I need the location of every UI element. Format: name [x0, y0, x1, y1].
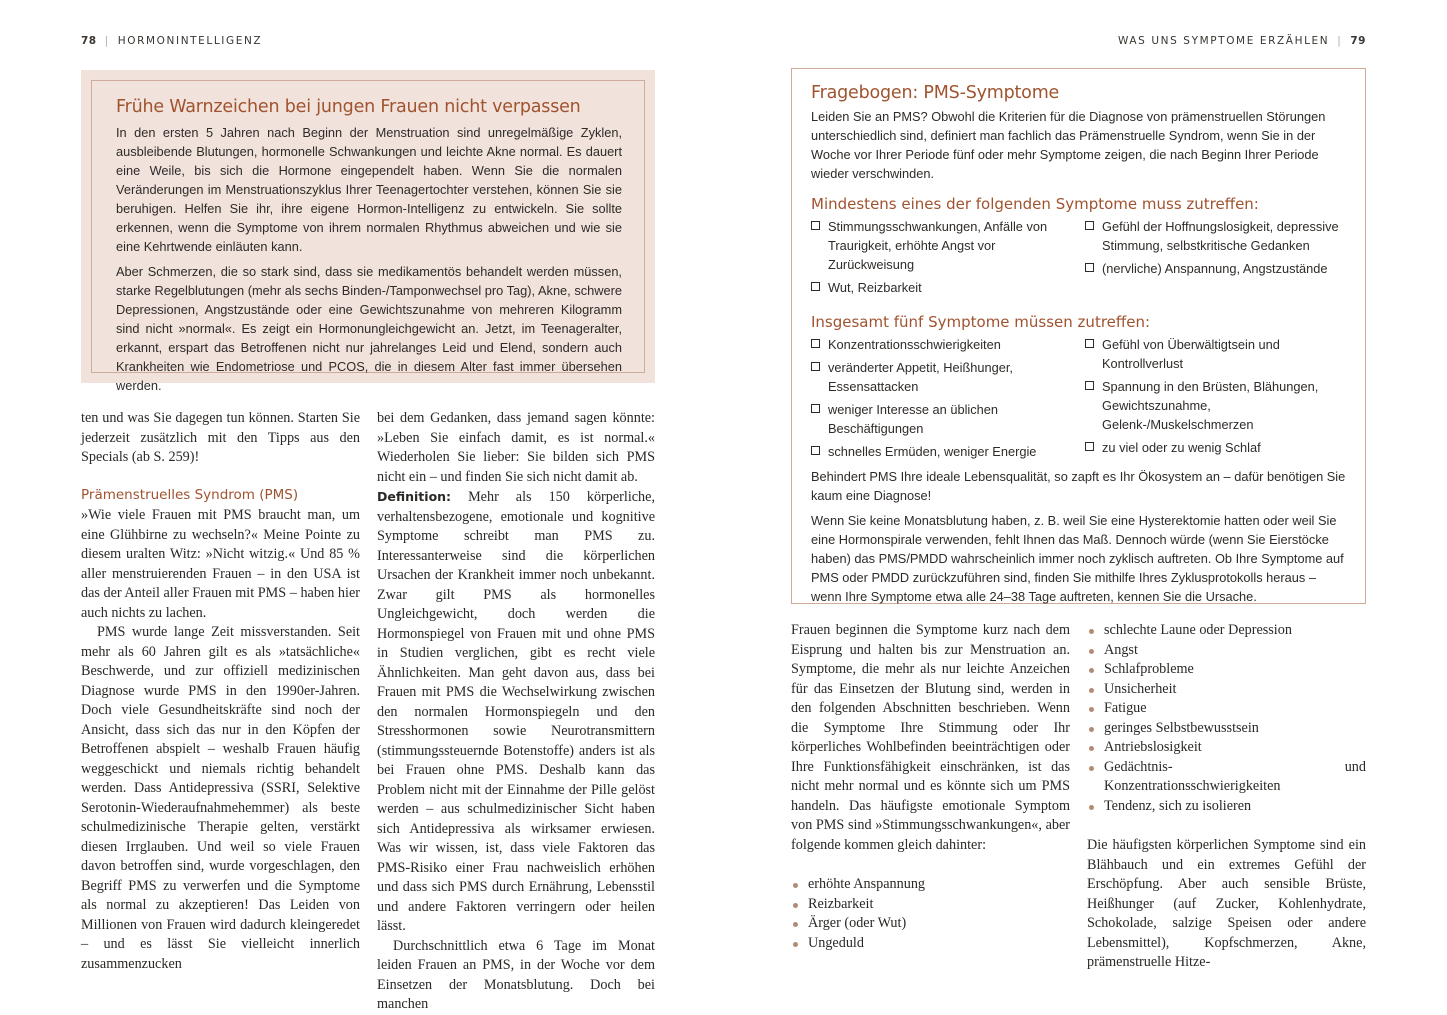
list-item: Ärger (oder Wut)	[791, 914, 1070, 934]
symptom-checkbox[interactable]: Stimmungsschwankungen, Anfälle von Traurigkeit, erhöhte Angst vor Zurückweisung	[811, 217, 1073, 274]
list-item: Ungeduld	[791, 934, 1070, 954]
bullet-icon	[1089, 688, 1094, 693]
bullet-icon	[1089, 707, 1094, 712]
left-column-1	[81, 409, 360, 974]
symptom-checkbox[interactable]: schnelles Ermüden, weniger Energie	[811, 442, 1073, 461]
no-bleeding-paragraph: Wenn Sie keine Monatsblutung haben, z. B. weil Sie eine Hysterektomie hatten oder weil Sie eine Hormonspirale verwenden, fehlt Ihnen das Maß. Dennoch würde (wenn Sie Eierstöcke haben) das PMS/PMDD wahrscheinlich immer noch zyklisch auftreten. Ob Ihre Symptome auf PMS oder PMDD zurückzuführen sind, finden Sie mithilfe Ihres Zyklusprotokolls heraus – wenn Ihre Symptome etwa alle 24–38 Tage auftreten, kennen Sie die Ursache.	[811, 513, 1344, 604]
symptom-checkbox[interactable]: (nervliche) Anspannung, Angstzustände	[1085, 259, 1347, 278]
list-item: Angst	[1087, 641, 1366, 661]
checkbox-group-2	[811, 335, 1347, 465]
symptom-checkbox[interactable]: weniger Interesse an üblichen Beschäftigungen	[811, 400, 1073, 438]
list-item: Gedächtnis- und Konzentrationsschwierigkeiten	[1087, 758, 1366, 797]
bullet-icon	[793, 883, 798, 888]
list-item: Unsicherheit	[1087, 680, 1366, 700]
emotional-symptom-list	[791, 875, 1070, 953]
warning-signs-paragraph-2: Aber Schmerzen, die so stark sind, dass sie medikamentös behandelt werden müssen, starke Regelblutungen (mehr als sechs Binden-/Tamponwechsel pro Tag), Akne, schwere Depressionen, Angstzustände oder eine Gewichtszunahme von mehreren Kilogramm sind nicht »normal«. Es zeigt ein Hormonungleichgewicht an. Jetzt, im Teenageralter, erkannt, erspart das Betroffenen nicht nur jahrelanges Leid und Elend, sondern auch Krankheiten wie Endometriose und PCOS, die in diesem Alter fast immer übersehen werden.	[116, 264, 622, 393]
list-item: Reizbarkeit	[791, 895, 1070, 915]
checkbox-group-1-right	[1085, 217, 1347, 301]
checkbox-icon[interactable]	[811, 404, 820, 413]
left-page-number: 78	[81, 35, 97, 47]
left-running-header: 78 | HORMONINTELLIGENZ	[81, 35, 263, 47]
list-item: schlechte Laune oder Depression	[1087, 621, 1366, 641]
right-running-header: WAS UNS SYMPTOME ERZÄHLEN | 79	[1117, 35, 1366, 47]
symptom-checkbox[interactable]: Spannung in den Brüsten, Blähungen, Gewichtszunahme, Gelenk-/Muskelschmerzen	[1085, 377, 1347, 434]
symptom-checkbox[interactable]: Konzentrationsschwierigkeiten	[811, 335, 1073, 354]
warning-signs-title: Frühe Warnzeichen bei jungen Frauen nicht verpassen	[116, 97, 581, 117]
right-page-number: 79	[1350, 35, 1366, 47]
pms-heading: Prämenstruelles Syndrom (PMS)	[81, 486, 299, 503]
symptom-checkbox[interactable]: Gefühl von Überwältigtsein und Kontrollverlust	[1085, 335, 1347, 373]
checkbox-icon[interactable]	[1085, 339, 1094, 348]
checkbox-icon[interactable]	[811, 221, 820, 230]
checkbox-group-2-left	[811, 335, 1073, 465]
emotional-symptom-list-continued	[1087, 621, 1366, 816]
bullet-icon	[793, 903, 798, 908]
continuation-paragraph: bei dem Gedanken, dass jemand sagen könnte: »Leben Sie einfach damit, es ist normal.« Wiederholen Sie lieber: Sie bilden sich PMS nicht ein – und finden Sie sich nicht damit ab.	[377, 410, 655, 485]
checkbox-group-1	[811, 217, 1347, 301]
history-paragraph: PMS wurde lange Zeit missverstanden. Seit mehr als 60 Jahren gilt es als »tatsächliche« Beschwerde, und zur offiziell medizinischen Diagnose wurde PMS in den 1990er-Jahren. Doch viele Gesundheitskräfte sind noch der Ansicht, dass sich das nur in den Köpfen der Betroffenen abspielt – weshalb Frauen häufig weggeschickt und niemals richtig behandelt werden. Dass Antidepressiva (SSRI, Selektive Serotonin-Wiederaufnahmehemmer) als beste schulmedizinische Therapie gelten, verstärkt diesen Irrglauben. Und weil so viele Frauen davon betroffen sind, wurde vorgeschlagen, den Begriff PMS zu verwerfen und die Symptome als normal zu akzeptieren! Das Leiden von Millionen von Frauen wird dadurch kleingeredet – und es lässt Sie vielleicht innerlich zusammenzucken	[81, 624, 360, 972]
questionnaire-subhead-1: Mindestens eines der folgenden Symptome muss zutreffen:	[811, 195, 1259, 213]
bullet-icon	[793, 922, 798, 927]
checkbox-icon[interactable]	[1085, 221, 1094, 230]
checkbox-icon[interactable]	[1085, 381, 1094, 390]
questionnaire-intro: Leiden Sie an PMS? Obwohl die Kriterien für die Diagnose von prämenstruellen Störungen unterschiedlich sind, definiert man fachlich das Prämenstruelle Syndrom, wenn Sie in der Woche vor Ihrer Periode fünf oder mehr Symptome zeigen, die nach Beginn Ihrer Periode wieder verschwinden.	[811, 109, 1326, 181]
bullet-icon	[793, 942, 798, 947]
duration-paragraph: Durchschnittlich etwa 6 Tage im Monat leiden Frauen an PMS, in der Woche vor dem Einsetzen der Monatsblutung. Doch bei manchen	[377, 937, 655, 1012]
quality-paragraph: Behindert PMS Ihre ideale Lebensqualität, so zapft es Ihr Ökosystem an – dafür benötigen Sie kaum eine Diagnose!	[811, 469, 1346, 503]
left-page	[0, 0, 723, 1012]
bullet-icon	[1089, 805, 1094, 810]
list-item: Schlafprobleme	[1087, 660, 1366, 680]
list-item: geringes Selbstbewusstsein	[1087, 719, 1366, 739]
questionnaire-box	[791, 68, 1366, 604]
bullet-icon	[1089, 727, 1094, 732]
left-running-title: HORMONINTELLIGENZ	[117, 35, 263, 47]
checkbox-icon[interactable]	[811, 446, 820, 455]
warning-signs-box	[81, 70, 655, 393]
right-running-title: WAS UNS SYMPTOME ERZÄHLEN	[1117, 35, 1330, 47]
checkbox-group-2-right	[1085, 335, 1347, 465]
onset-paragraph: Frauen beginnen die Symptome kurz nach dem Eisprung und halten bis zur Menstruation an. Symptome, die mehr als nur leichte Anzeichen für das Einsetzen der Blutung sind, werden in den folgenden Abschnitten beschrieben. Wenn die Symptome Ihre Stimmung oder Ihr körperliches Wohlbefinden beeinträchtigen oder Ihre Funktionsfähigkeit einschränken, ist das nicht mehr normal und es könnte sich um PMS handeln. Das häufigste emotionale Symptom von PMS sind »Stimmungsschwankungen«, aber folgende kommen gleich dahinter:	[791, 622, 1070, 853]
checkbox-icon[interactable]	[1085, 263, 1094, 272]
bullet-icon	[1089, 649, 1094, 654]
right-column-2	[1087, 621, 1366, 973]
symptom-checkbox[interactable]: zu viel oder zu wenig Schlaf	[1085, 438, 1347, 457]
right-column-1	[791, 621, 1070, 953]
checkbox-group-1-left	[811, 217, 1073, 301]
definition-label: Definition:	[377, 489, 452, 504]
bullet-icon	[1089, 668, 1094, 673]
list-item: erhöhte Anspannung	[791, 875, 1070, 895]
bullet-icon	[1089, 766, 1094, 771]
bullet-icon	[1089, 629, 1094, 634]
checkbox-icon[interactable]	[811, 282, 820, 291]
left-column-2	[377, 409, 655, 1015]
symptom-checkbox[interactable]: veränderter Appetit, Heißhunger, Essensattacken	[811, 358, 1073, 396]
list-item: Antriebslosigkeit	[1087, 738, 1366, 758]
bullet-icon	[1089, 746, 1094, 751]
list-item: Tendenz, sich zu isolieren	[1087, 797, 1366, 817]
questionnaire-title: Fragebogen: PMS-Symptome	[811, 83, 1060, 103]
physical-symptoms-paragraph: Die häufigsten körperlichen Symptome sind ein Blähbauch und ein extremes Gefühl der Erschöpfung. Aber auch sensible Brüste, Heißhunger (auf Zucker, Kohlenhydrate, Schokolade, salzige Speisen oder andere Lebensmittel), Kopfschmerzen, Akne, prämenstruelle Hitze-	[1087, 837, 1366, 970]
warning-signs-paragraph-1: In den ersten 5 Jahren nach Beginn der Menstruation sind unregelmäßige Zyklen, ausbleibende Blutungen, hormonelle Schwankungen und leichte Akne normal. Es dauert eine Weile, bis sich die Hormone eingependelt haben. Wenn Sie die normalen Veränderungen im Menstruationszyklus Ihrer Teenagertochter verstehen, können Sie sie beruhigen. Helfen Sie ihr, ihre eigene Hormon-Intelligenz zu entwickeln. Sie sollte erkennen, wenn die Symptome von ihrem normalen Rhythmus abweichen und wie sie eine Kehrtwende einläuten kann.	[116, 125, 622, 254]
symptom-checkbox[interactable]: Gefühl der Hoffnungslosigkeit, depressive Stimmung, selbstkritische Gedanken	[1085, 217, 1347, 255]
definition-paragraph	[377, 487, 655, 937]
questionnaire-subhead-2: Insgesamt fünf Symptome müssen zutreffen:	[811, 313, 1151, 331]
definition-text: Mehr als 150 körperliche, verhaltensbezogene, emotionale und kognitive Symptome schreibt man PMS zu. Interessanterweise sind die körperlichen Ursachen der Krankheit immer noch unbekannt. Zwar gilt PMS als hormonelles Ungleichgewicht, doch werden die Hormonspiegel von Frauen mit und ohne PMS in Studien verglichen, gibt es recht viele Ähnlichkeiten. Man geht davon aus, dass bei Frauen mit PMS die Wechselwirkung zwischen den normalen Hormonspiegeln und den Stresshormonen sowie Neurotransmittern (stimmungssteuernde Botenstoffe) anders ist als bei Frauen ohne PMS. Deshalb kann das Problem nicht mit der Einnahme der Pille gelöst werden – aus schulmedizinischer Sicht haben sich Antidepressiva als wirksamer erwiesen. Was wir wissen, ist, dass viele Faktoren das PMS-Risiko einer Frau nachweislich erhöhen und dass sich PMS durch Ernährung, Lebensstil und andere Faktoren verringern oder heilen lässt.	[377, 489, 655, 934]
checkbox-icon[interactable]	[811, 362, 820, 371]
intro-paragraph: ten und was Sie dagegen tun können. Starten Sie jederzeit zusätzlich mit den Tipps aus den Specials (ab S. 259)!	[81, 410, 360, 465]
list-item: Fatigue	[1087, 699, 1366, 719]
checkbox-icon[interactable]	[811, 339, 820, 348]
joke-paragraph: »Wie viele Frauen mit PMS braucht man, um eine Glühbirne zu wechseln?« Meine Pointe zu diesem uralten Witz: »Nicht witzig.« Und 85 % aller menstruierenden Frauen – in den USA ist das der Anteil aller Frauen mit PMS – haben hier auch nichts zu lachen.	[81, 507, 360, 621]
warning-signs-box-frame	[91, 80, 645, 393]
checkbox-icon[interactable]	[1085, 442, 1094, 451]
symptom-checkbox[interactable]: Wut, Reizbarkeit	[811, 278, 1073, 297]
